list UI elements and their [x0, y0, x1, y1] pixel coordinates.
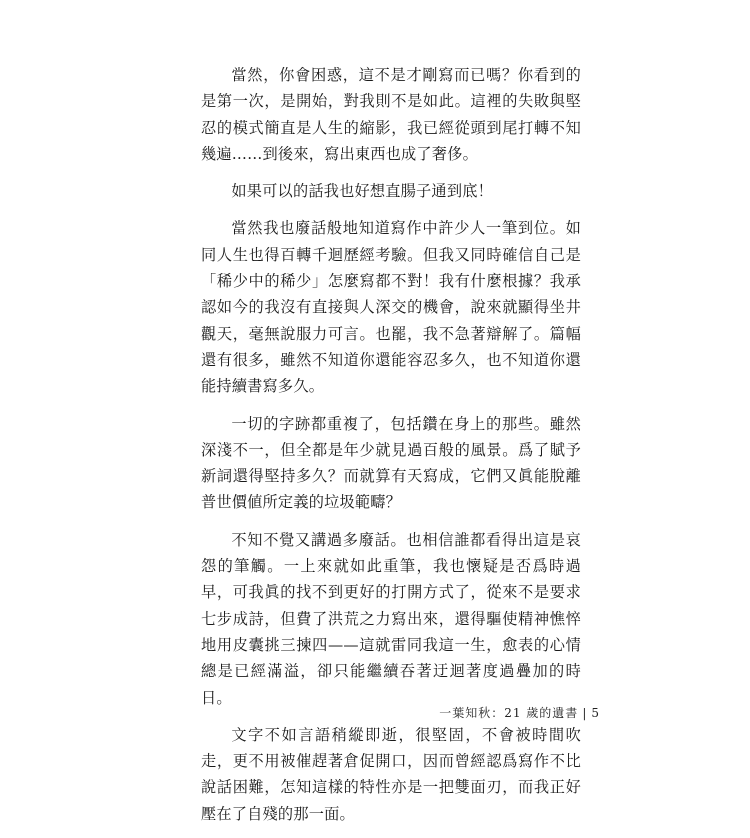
- paragraph-1: 當然，你會困惑，這不是才剛寫而已嗎？你看到的是第一次，是開始，對我則不是如此。這裡的失敗與堅忍的模式簡直是人生的縮影，我已經從頭到尾打轉不知幾遍……到後來，寫出東西也成了奢侈。: [201, 66, 581, 163]
- page-number: 5: [591, 706, 600, 720]
- body-text: [201, 62, 581, 838]
- running-title: 一葉知秋：21 歲的遺書: [439, 706, 579, 720]
- paragraph-6: 文字不如言語稍縱即逝，很堅固，不會被時間吹走，更不用被催趕著倉促開口，因而曾經認爲寫作不比說話困難，怎知這樣的特性亦是一把雙面刃，而我正好壓在了自殘的那一面。: [201, 725, 581, 823]
- paragraph-5: 不知不覺又講過多廢話。也相信誰都看得出這是哀怨的筆觸。一上來就如此重筆，我也懷疑是否爲時過早，可我眞的找不到更好的打開方式了，從來不是要求七步成詩，但費了洪荒之力寫出來，還得驅使精神憔悴地用皮囊挑三揀四——這就雷同我這一生，愈表的心情總是已經滿溢，卻只能繼續吞著迂迴著度過疊加的時日。: [201, 530, 581, 707]
- page-footer: [439, 705, 600, 721]
- footer-separator: |: [582, 706, 588, 720]
- paragraph-3: 當然我也廢話般地知道寫作中許少人一筆到位。如同人生也得百轉千迴歷經考驗。但我又同時確信自己是「稀少中的稀少」怎麼寫都不對！我有什麼根據？我承認如今的我沒有直接與人深交的機會，說來就顯得坐井觀天，毫無說服力可言。也罷，我不急著辯解了。篇幅還有很多，雖然不知道你還能容忍多久，也不知道你還能持續書寫多久。: [201, 219, 581, 396]
- paragraph-2: 如果可以的話我也好想直腸子通到底！: [231, 182, 493, 201]
- paragraph-4: 一切的字跡都重複了，包括鑽在身上的那些。雖然深淺不一，但全都是年少就見過百般的風景。爲了賦予新詞還得堅持多久？而就算有天寫成，它們又眞能脫離普世價値所定義的垃圾範疇？: [201, 414, 581, 512]
